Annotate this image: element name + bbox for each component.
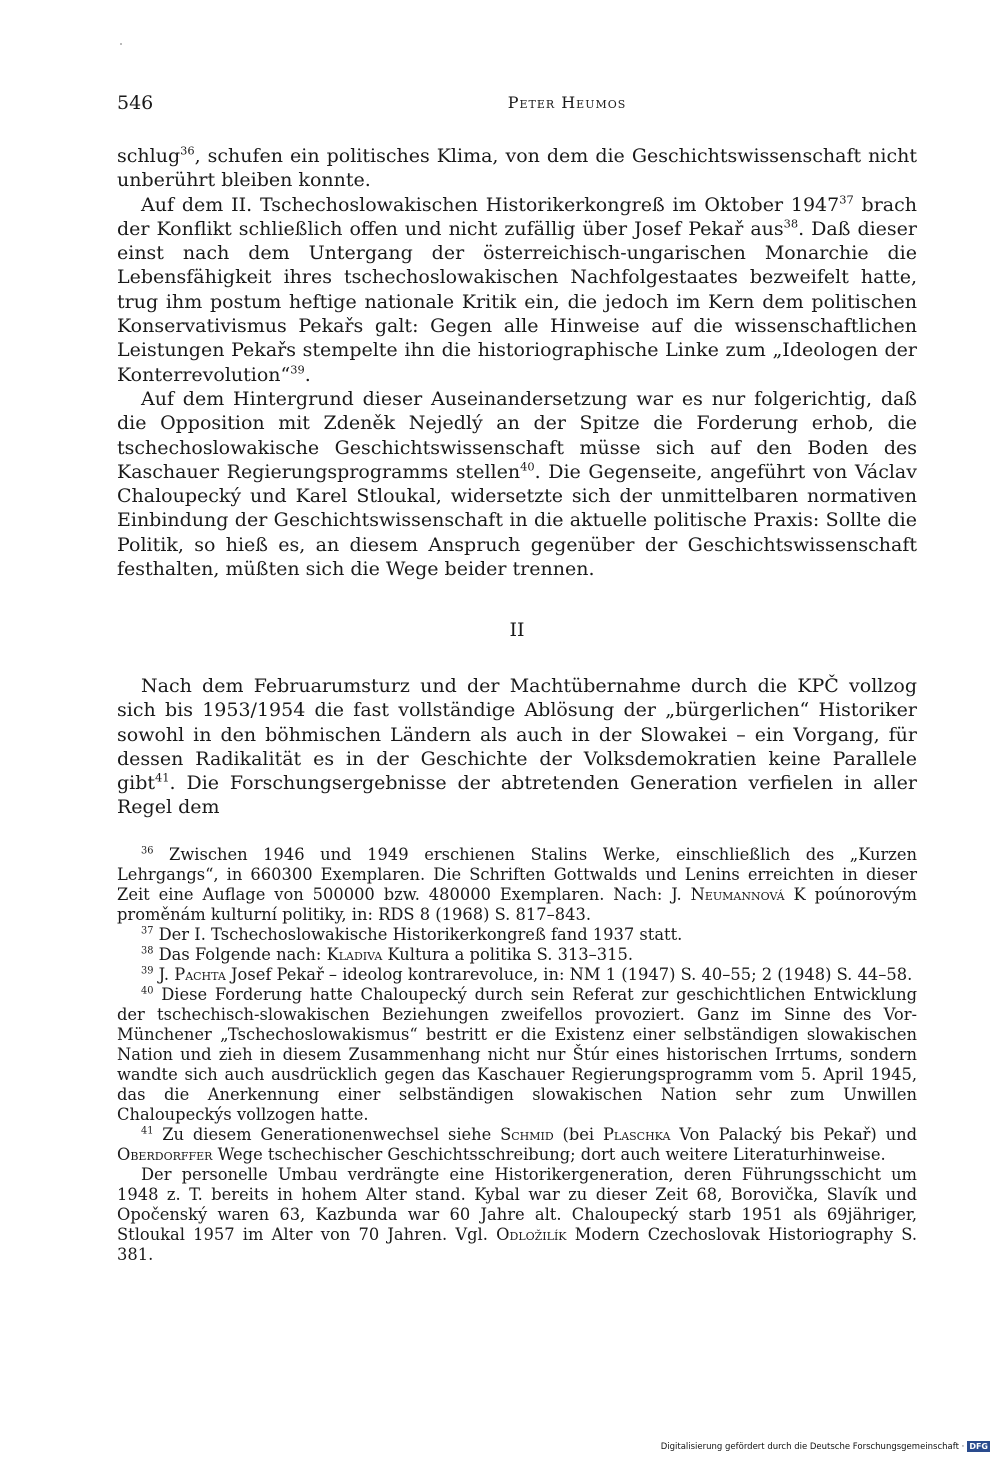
footnote-ref[interactable]: 39 <box>290 362 305 377</box>
page-number: 546 <box>117 92 154 114</box>
footnote-ref[interactable]: 41 <box>155 770 170 785</box>
paragraph: schlug$^{36}$, schufen ein politisches Klima, von dem die Geschichtswissenschaft nicht unberührt bleiben konnte. <box>117 143 917 192</box>
footnote-36: $^{36}$ Zwischen 1946 und 1949 erschienen Stalins Werke, einschließlich des „Kurzen Lehrgangs“, in 660300 Exemplaren. Die Schriften Gottwalds und Lenins erreichten in dieser Zeit eine Auflage von 500000 bzw. 480000 Exemplaren. Nach: J. Neumannová K poúnorovým proměnám kulturní politiky, in: RDS 8 (1968) S. 817–843. <box>117 845 917 924</box>
main-text <box>117 144 917 581</box>
paragraph: Nach dem Februarumsturz und der Machtübernahme durch die KPČ vollzog sich bis 1953/1954 die fast vollständige Ablösung der „bürgerlichen“ Historiker sowohl in den böhmischen Ländern als auch in der Slowakei – ein Vorgang, für dessen Radikalität es in der Geschichte der Volksdemokratien keine Parallele gibt$^{41}$. Die Forschungsergebnisse der abtretenden Generation verfielen in aller Regel dem <box>117 675 917 819</box>
paragraph: Auf dem II. Tschechoslowakischen Historikerkongreß im Oktober 1947$^{37}$ brach der Konflikt schließlich offen und nicht zufällig über Josef Pekař aus$^{38}$. Daß dieser einst nach dem Untergang der österreichisch-ungarischen Monarchie die Lebensfähigkeit ihres tschechoslowakischen Nachfolgestaates bezweifelt hatte, trug ihm postum heftige nationale Kritik ein, die jedoch im Kern dem politischen Konservativismus Pekařs galt: Gegen alle Hinweise auf die wissenschaftlichen Leistungen Pekařs stempelte ihn die historiographische Linke zum „Ideologen der Konterrevolution“$^{39}$. <box>117 192 917 386</box>
dfg-logo: DFG <box>969 1442 988 1451</box>
footnote-ref[interactable]: 38 <box>783 216 799 231</box>
paragraph: Auf dem Hintergrund dieser Auseinandersetzung war es nur folgerichtig, daß die Opposition mit Zdeněk Nejedlý an der Spitze die Forderung erhob, die tschechoslowakische Geschichtswissenschaft müsse sich auf den Boden des Kaschauer Regierungsprogramms stellen$^{40}$. Die Gegenseite, angeführt von Václav Chaloupecký und Karel Stloukal, widersetzte sich der unmittelbaren normativen Einbindung der Geschichtswissenschaft in die aktuelle politische Praxis: Sollte die Politik, so hieß es, an diesem Anspruch gegenüber der Geschichtswissenschaft festhalten, müßten sich die Wege beider trennen. <box>117 387 917 581</box>
footnote-37: $^{37}$ Der I. Tschechoslowakische Historikerkongreß fand 1937 statt. <box>141 925 683 944</box>
footnotes <box>117 845 917 1265</box>
page-header <box>117 92 917 118</box>
section-heading: II <box>509 619 525 641</box>
section-text <box>117 674 917 820</box>
footnote-41: $^{41}$ Zu diesem Generationenwechsel siehe Schmid (bei Plaschka Von Palacký bis Pekař) und Oberdorffer Wege tschechischer Geschichtsschreibung; dort auch weitere Literaturhinweise. <box>117 1125 917 1164</box>
footnote-41-continued: Der personelle Umbau verdrängte eine Historikergeneration, deren Führungsschicht um 1948 z. T. bereits in hohem Alter stand. Kybal war zu dieser Zeit 68, Borovička, Slavík und Opočenský waren 63, Kazbunda war 60 Jahre alt. Chaloupecký starb 1951 als 69jähriger, Stloukal 1957 im Alter von 70 Jahren. Vgl. Odložilík Modern Czechoslovak Historiography S. 381. <box>117 1165 917 1264</box>
footnote-40: $^{40}$ Diese Forderung hatte Chaloupecký durch sein Referat zur geschichtlichen Entwicklung der tschechisch-slowakischen Beziehungen zweifellos provoziert. Ganz im Sinne des Vor-Münchener „Tschechoslowakismus“ bestritt er die Existenz einer selbständigen slowakischen Nation und zieh in diesem Zusammenhang nicht nur Štúr eines historischen Irrtums, sondern wandte sich auch ausdrücklich gegen das Kaschauer Regierungsprogramm vom 5. April 1945, das die Anerkennung einer selbständigen slowakischen Nation sehr zum Unwillen Chaloupeckýs vollzogen hatte. <box>117 985 917 1124</box>
footnote-39: $^{39}$ J. Pachta Josef Pekař – ideolog kontrarevoluce, in: NM 1 (1947) S. 40–55; 2 (1948) S. 44–58. <box>141 965 913 984</box>
footnote-ref[interactable]: 37 <box>839 192 854 207</box>
footnote-ref[interactable]: 36 <box>180 143 195 158</box>
running-title: Peter Heumos <box>507 93 627 112</box>
footnote-ref[interactable]: 40 <box>520 459 535 474</box>
credit-text: Digitalisierung gefördert durch die Deutsche Forschungsgemeinschaft · <box>660 1442 965 1452</box>
footnote-38: $^{38}$ Das Folgende nach: Kladiva Kultura a politika S. 313–315. <box>141 945 634 964</box>
scan-speck <box>120 43 122 45</box>
digitization-credit <box>661 1441 990 1453</box>
